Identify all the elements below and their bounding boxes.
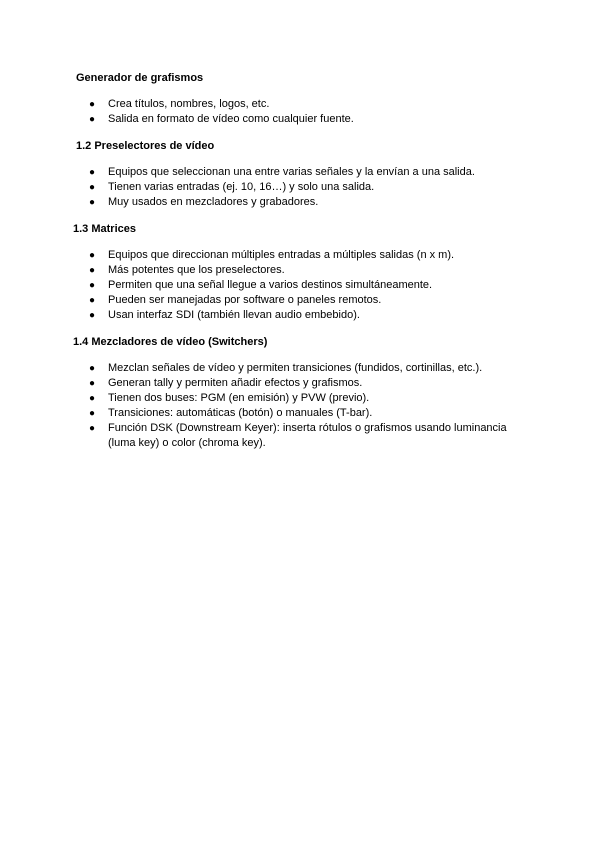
list-mezcladores [73,361,600,451]
bullet-icon: ● [89,250,96,261]
bullet-icon: ● [89,393,96,404]
bullet-icon: ● [89,280,96,291]
list-item-text: Pueden ser manejadas por software o paneles remotos. [108,294,382,306]
list-item-text: Mezclan señales de vídeo y permiten transiciones (fundidos, cortinillas, etc.). [108,362,483,374]
list-item-text: Usan interfaz SDI (también llevan audio embebido). [108,309,360,321]
bullet-icon: ● [89,423,96,434]
list-matrices [73,248,600,323]
list-item-text: Salida en formato de vídeo como cualquier fuente. [108,113,354,125]
list-item [73,165,528,180]
bullet-icon: ● [89,363,96,374]
list-item-text: Equipos que seleccionan una entre varias señales y la envían a una salida. [108,166,475,178]
list-item [73,391,528,406]
list-item-text: Permiten que una señal llegue a varios destinos simultáneamente. [108,279,433,291]
section-title-generador: Generador de grafismos [76,72,204,84]
list-item-text: Crea títulos, nombres, logos, etc. [108,98,270,110]
bullet-icon: ● [89,197,96,208]
bullet-icon: ● [89,114,96,125]
bullet-icon: ● [89,310,96,321]
bullet-icon: ● [89,408,96,419]
list-item [73,361,528,376]
section-title-preselectores: 1.2 Preselectores de vídeo [76,140,215,152]
list-item [73,278,528,293]
list-item [73,421,528,451]
list-item [73,293,528,308]
list-item-text: Muy usados en mezcladores y grabadores. [108,196,319,208]
section-title-matrices: 1.3 Matrices [73,223,136,235]
list-preselectores [73,165,600,210]
list-item-text: Más potentes que los preselectores. [108,264,285,276]
list-item-text: Equipos que direccionan múltiples entradas a múltiples salidas (n x m). [108,249,455,261]
list-item [73,248,528,263]
list-item [73,406,528,421]
list-item-text: Tienen dos buses: PGM (en emisión) y PVW (previo). [108,392,370,404]
list-item [73,195,528,210]
bullet-icon: ● [89,182,96,193]
list-item [73,180,528,195]
list-item [73,263,528,278]
list-item [73,376,528,391]
bullet-icon: ● [89,265,96,276]
list-item-text: Función DSK (Downstream Keyer): inserta rótulos o grafismos usando luminancia (luma key) o color (chroma key). [108,422,507,449]
list-item-text: Transiciones: automáticas (botón) o manuales (T-bar). [108,407,373,419]
list-item [73,308,528,323]
section-title-mezcladores: 1.4 Mezcladores de vídeo (Switchers) [73,336,268,348]
bullet-icon: ● [89,295,96,306]
list-item [73,97,528,112]
list-item-text: Tienen varias entradas (ej. 10, 16…) y solo una salida. [108,181,375,193]
list-item [73,112,528,127]
bullet-icon: ● [89,99,96,110]
bullet-icon: ● [89,378,96,389]
list-generador [73,97,600,127]
bullet-icon: ● [89,167,96,178]
list-item-text: Generan tally y permiten añadir efectos y grafismos. [108,377,363,389]
